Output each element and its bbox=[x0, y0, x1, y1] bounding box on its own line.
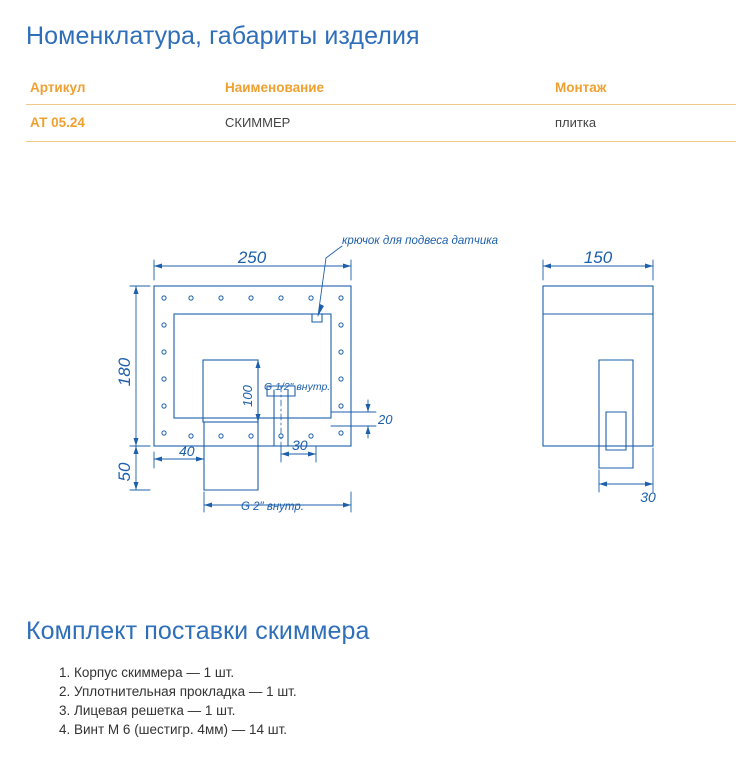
annotation-thread-two: G 2" внутр. bbox=[241, 501, 304, 513]
table-row bbox=[26, 105, 736, 142]
specification-table bbox=[26, 76, 736, 142]
dim-side-bottom bbox=[599, 448, 653, 492]
page-title-kit: Комплект поставки скиммера bbox=[26, 617, 370, 645]
dim-label-nozzle-offset: 30 bbox=[292, 437, 308, 453]
cell-article: АТ 05.24 bbox=[26, 105, 221, 142]
kit-list bbox=[42, 663, 297, 739]
skimmer-drawing-svg bbox=[26, 200, 736, 580]
list-item: 4. Винт М 6 (шестигр. 4мм) — 14 шт. bbox=[74, 720, 297, 739]
dim-label-front-left-offset: 40 bbox=[179, 443, 195, 459]
technical-drawing bbox=[26, 200, 736, 580]
dim-label-front-inner-height: 100 bbox=[240, 385, 255, 407]
front-bottom-trunk bbox=[204, 422, 258, 490]
bolt-holes bbox=[162, 296, 343, 438]
column-header-name: Наименование bbox=[221, 76, 551, 105]
table-header-row bbox=[26, 76, 736, 105]
dim-label-side-bottom: 30 bbox=[640, 489, 656, 505]
page-title-nomenclature: Номенклатура, габариты изделия bbox=[26, 22, 420, 50]
sensor-hook bbox=[312, 314, 322, 322]
cell-mount: плитка bbox=[551, 105, 736, 142]
side-body-outline bbox=[543, 286, 653, 446]
list-item: 2. Уплотнительная прокладка — 1 шт. bbox=[74, 682, 297, 701]
side-trunk-outline bbox=[599, 360, 633, 468]
dim-label-side-width: 150 bbox=[583, 248, 613, 267]
annotation-thread-half: G 1/2" внутр. bbox=[264, 381, 331, 393]
dim-label-front-width: 250 bbox=[237, 248, 267, 267]
dim-label-front-bottom-height: 50 bbox=[115, 462, 134, 482]
dim-front-right-offset bbox=[356, 400, 376, 438]
list-item: 3. Лицевая решетка — 1 шт. bbox=[74, 701, 297, 720]
column-header-mount: Монтаж bbox=[551, 76, 736, 105]
dim-label-front-height: 180 bbox=[115, 357, 134, 387]
list-item: 1. Корпус скиммера — 1 шт. bbox=[74, 663, 297, 682]
annotation-hook: крючок для подвеса датчика bbox=[342, 235, 499, 247]
cell-name: СКИММЕР bbox=[221, 105, 551, 142]
column-header-article: Артикул bbox=[26, 76, 221, 105]
dim-label-front-right-offset: 20 bbox=[378, 412, 393, 427]
side-opening-outline bbox=[606, 412, 626, 450]
dim-front-inner-height bbox=[256, 360, 261, 422]
